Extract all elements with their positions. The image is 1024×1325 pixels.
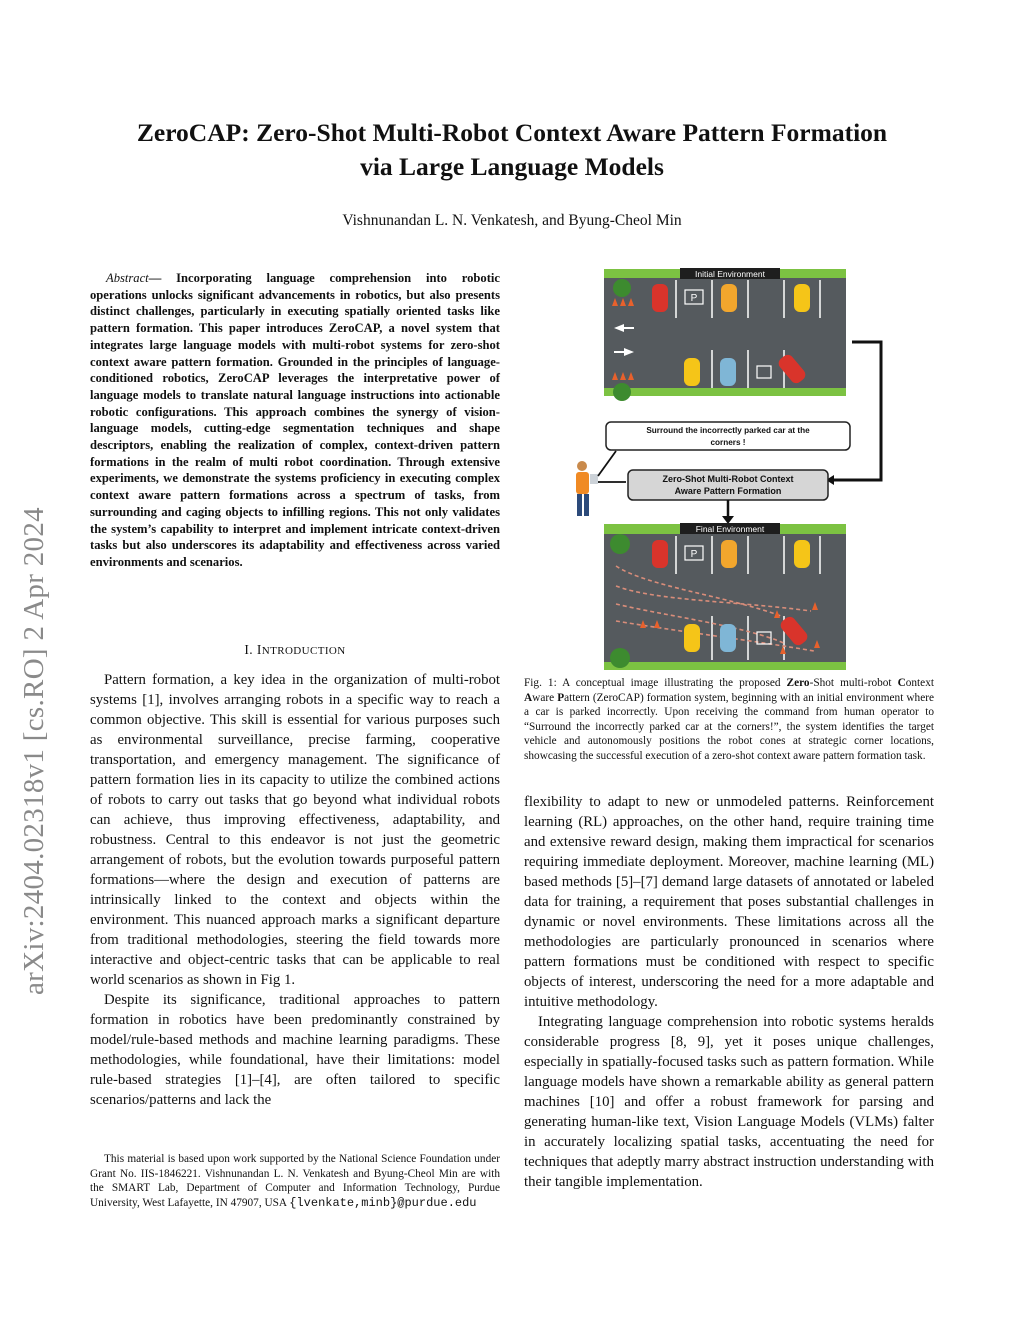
caption-bold-a: A [524,691,533,704]
orange-car [721,284,737,312]
figure-1-caption [524,676,934,764]
paper-title [80,116,944,184]
caption-z-rest: -Shot multi-robot [809,677,898,689]
yellow-taxi [794,540,810,568]
section-title-rest: NTRODUCTION [261,645,346,657]
introduction-body [90,670,500,1110]
parking-sign-text: P [690,293,698,304]
footnote-text: This material is based upon work supported by the National Science Foundation under Grant No. IIS-1846221. Vishnunandan L. N. Venkatesh and Byung-Cheol Min are with the SMART Lab, Department of Computer and Information Technology, Purdue University, West Lafayette, IN 47907, USA [90,1153,500,1209]
right-paragraph-2: Integrating language comprehension into robotic systems heralds considerable progress [8, 9], yet it poses unique challenges, especially in spatially-focused tasks such as pattern formation. While language models have shown a remarkable ability as general pattern machines [10] and offer a robust framework for parsing and generating human-like text, Vision Language Models (VLMs) falter in accurately localizing spatial tasks, accentuating the need for techniques that adeptly marry abstract instruction understanding with their tangible implementation. [524,1014,934,1190]
bush-icon [613,383,631,401]
author-list: Vishnunandan L. N. Venkatesh, and Byung-Cheol Min [342,212,682,229]
abstract-lead: Abstract [106,271,149,285]
arrow-head-icon [722,516,734,524]
bush-icon [613,279,631,297]
initial-label: Initial Environment [695,269,765,279]
yellow-taxi [794,284,810,312]
abstract [90,270,500,571]
red-car [652,284,668,312]
human-operator-icon [576,461,598,516]
blue-car [720,358,736,386]
command-line-1: Surround the incorrectly parked car at the [646,426,810,435]
footnote [90,1152,500,1210]
red-car [652,540,668,568]
yellow-taxi [684,624,700,652]
bush-icon [610,648,630,668]
intro-paragraph-2: Despite its significance, traditional approaches to pattern formation in robotics have been predominantly constrained by model/rule-based methods and machine learning paradigms. These methodologies, while foundational, have their limitations: model rule-based strategies [1]–[4], are often tailored to specific scenarios/patterns and lack the [90,992,500,1108]
caption-bold-p: P [557,691,565,704]
yellow-taxi [684,358,700,386]
figure-1 [576,266,886,671]
footnote-email: {lvenkate,minb}@purdue.edu [289,1195,477,1210]
orange-car [721,540,737,568]
caption-p-rest: attern (ZeroCAP) formation system, beginning with an initial environment where a car is parked incorrectly. Upon receiving the command from human operator to “Surround the incorrectly parked car at the corners!”, the system identifies the target vehicle and autonomously positions the robot cones at strategic corner locations, showcasing the successful execution of a zero-shot context aware pattern formation task. [524,691,934,762]
abstract-text: — Incorporating language comprehension into robotic operations unlocks significant advancements in robotics, but also presents distinct challenges, particularly in executing spatially oriented tasks like pattern formation. This paper introduces ZeroCAP, a novel system that integrates large language models with multi-robot systems for zero-shot context aware pattern formation. Grounded in the principles of language-conditioned robotics, ZeroCAP leverages the interpretative power of language models to translate natural language instructions into actionable robotic configurations. This approach combines the synergy of vision-language models, cutting-edge segmentation techniques and shape descriptors, enabling the realization of complex, context-driven pattern formations in the realm of multi robot coordination. Through extensive experiments, we demonstrate the systems proficiency in executing complex context aware pattern formations across a spectrum of tasks, from surrounding and caging objects to infilling regions. This not only validates the system’s capability to interpret and implement intricate context-driven tasks but also underscores its adaptability and effectiveness across varied environments and scenarios. [90,271,500,569]
section-initial: I [256,642,262,657]
final-label: Final Environment [695,524,765,534]
caption-a-rest: ware [532,691,558,704]
arxiv-identifier: arXiv:2404.02318v1 [cs.RO] 2 Apr 2024 [18,507,50,995]
intro-paragraph-1: Pattern formation, a key idea in the organization of multi-robot systems [1], involves arranging robots in a specific way to reach a common objective. This skill is essential for various purposes such as environmental surveillance, precise farming, cooperative transportation, and emergency management. The significance of pattern formation lies in its capacity to utilize the combined actions of robots to carry out tasks that go beyond what individual robots can achieve, thus improving effectiveness, adaptability, and robustness. Central to this endeavor is not just the geometric arrangement of robots, but the evolution towards purposeful pattern formations—where the design and execution of patterns are intrinsically linked to the context and objects within the environment. This nuanced approach marks a significant departure from traditional methodologies, steering the field towards more interactive and object-centric tasks that can be applicable to real world scenarios as shown in Fig 1. [90,672,500,988]
command-line-2: corners ! [710,438,746,447]
caption-bold-z: Zero [786,677,810,689]
initial-environment-panel [604,268,846,401]
system-line-2: Aware Pattern Formation [674,486,782,496]
final-environment-panel [604,523,846,670]
parking-sign-text: P [690,549,698,560]
right-paragraph-1: flexibility to adapt to new or unmodeled patterns. Reinforcement learning (RL) approaches, on the other hand, require training time and extensive reward design, making them impractical for scenarios requiring immediate deployment. Moreover, machine learning (ML) based methods [5]–[7] demand large datasets of annotated or labeled data for training, a requirement that poses substantial challenges in dynamic or novel environments. These limitations across all the methodologies are particularly pronounced in scenarios where pattern formations must be conditioned with respect to specific objects of interest, underscoring the need for a more adaptable and intuitive methodology. [524,794,934,1010]
bush-icon [610,534,630,554]
system-line-1: Zero-Shot Multi-Robot Context [662,474,794,484]
caption-prefix: Fig. 1: A conceptual image illustrating the proposed [524,677,787,689]
title-line-1: ZeroCAP: Zero-Shot Multi-Robot Context Aware Pattern Formation [136,118,888,147]
section-heading-introduction [90,642,500,658]
blue-car [720,624,736,652]
caption-c-rest: ontext [905,677,934,689]
section-number: I. [244,642,254,657]
caption-bold-c: C [897,677,906,689]
right-column-body [524,792,934,1192]
title-line-2: via Large Language Models [360,152,664,181]
speech-connector [598,451,616,476]
